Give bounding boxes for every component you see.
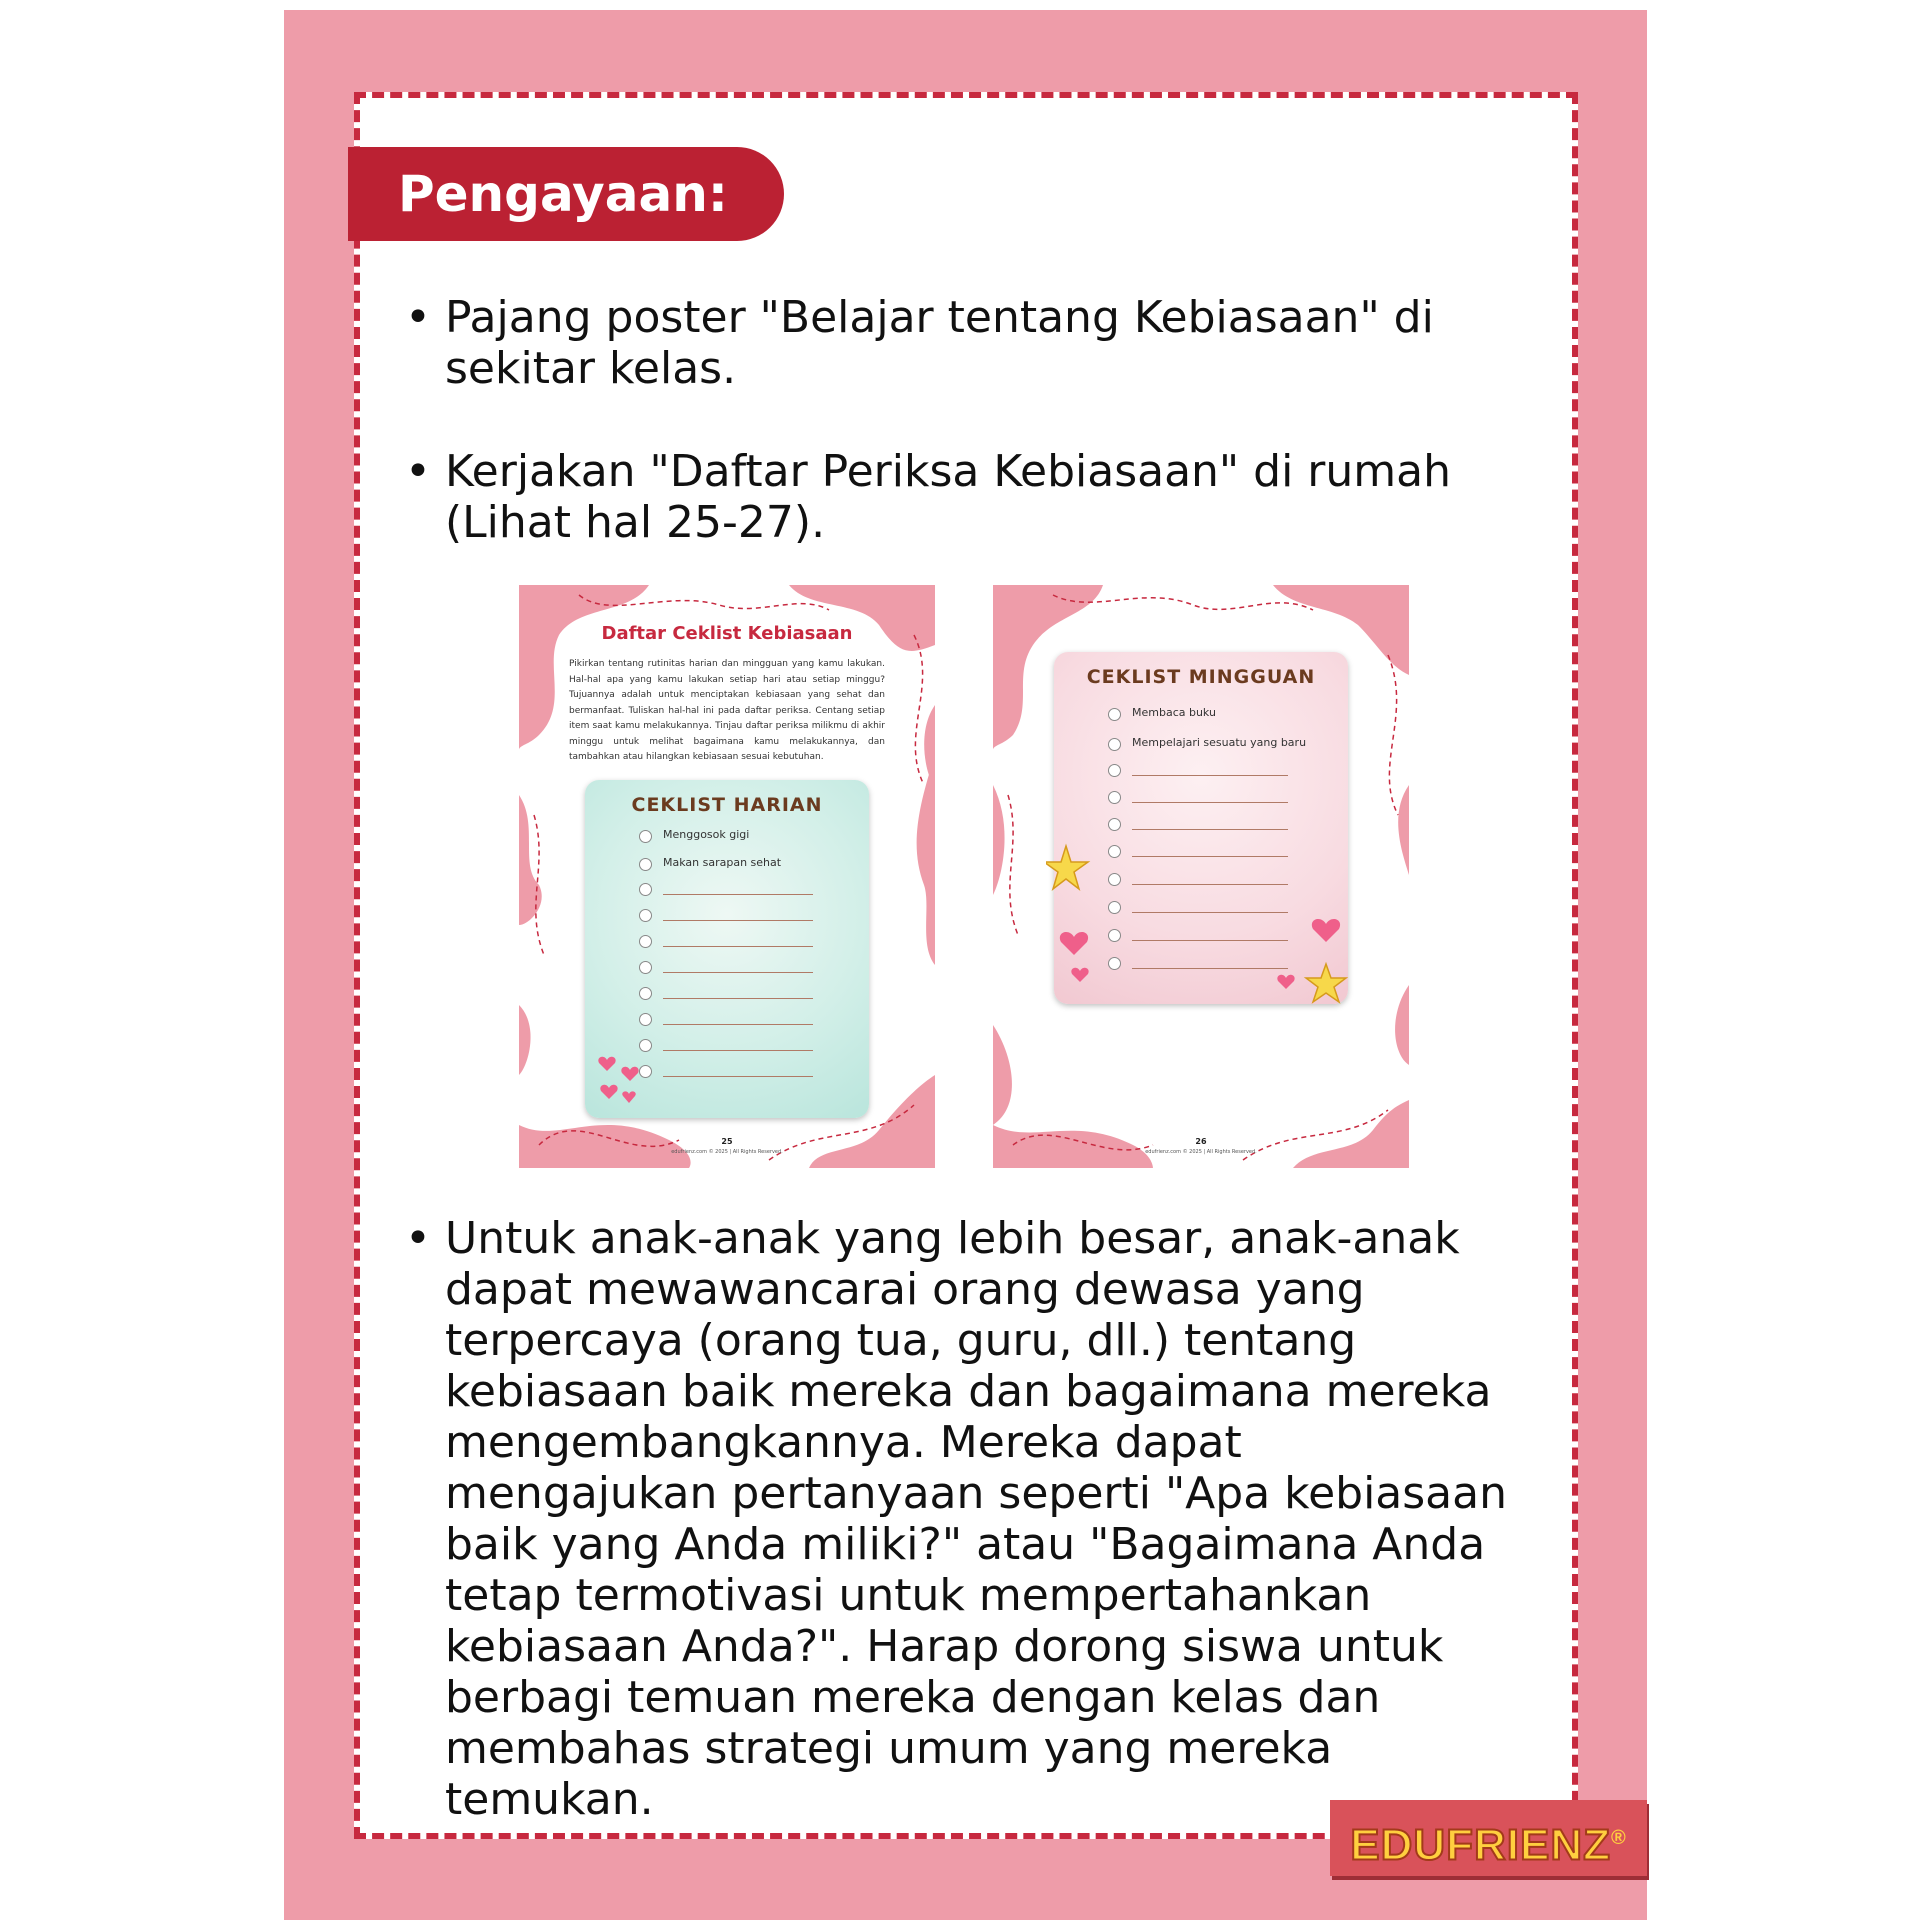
checkbox-circle: [1108, 929, 1121, 942]
blank-line: [1132, 802, 1288, 803]
checklist-row: [1108, 816, 1308, 834]
checkbox-circle: [1108, 845, 1121, 858]
checklist-row: [639, 985, 819, 1003]
checklist-item: Menggosok gigi: [663, 828, 750, 841]
bullet-item-3: [405, 1213, 1535, 1825]
checklist-row: [639, 881, 819, 899]
worksheet-intro: Pikirkan tentang rutinitas harian dan mingguan yang kamu lakukan. Hal-hal apa yang kamu lakukan setiap hari atau setiap minggu? Tujuannya adalah untuk menciptakan kebiasaan yang sehat dan bermanfaat. Tuliskan hal-hal ini pada daftar periksa. Centang setiap item saat kamu melakukannya. Tinjau daftar periksa milikmu di akhir minggu untuk melihat bagaimana kamu melakukannya, dan tambahkan atau hilangkan kebiasaan sesuai kebutuhan.: [569, 659, 885, 762]
worksheet-preview-weekly: [993, 585, 1409, 1168]
blank-line: [1132, 884, 1288, 885]
hearts-decoration: [1054, 927, 1104, 997]
blank-line: [1132, 856, 1288, 857]
blank-line: [1132, 912, 1288, 913]
checklist-row: [639, 1037, 819, 1055]
blank-line: [663, 1076, 813, 1077]
checklist-row: [639, 933, 819, 951]
checkbox-circle: [1108, 818, 1121, 831]
checklist-row: [1108, 843, 1308, 861]
worksheet-title: Daftar Ceklist Kebiasaan: [601, 623, 853, 644]
checkbox-circle: [639, 961, 652, 974]
blank-line: [1132, 775, 1288, 776]
blank-line: [663, 998, 813, 999]
checkbox-circle: [1108, 708, 1121, 721]
checklist-row: [1108, 736, 1308, 754]
registered-mark: ®: [1611, 1827, 1627, 1849]
checklist-row: [1108, 789, 1308, 807]
blank-line: [1132, 940, 1288, 941]
bullet-symbol: •: [405, 292, 431, 343]
checkbox-circle: [639, 987, 652, 1000]
copyright-text: edufrienz.com © 2025 | All Rights Reserved.: [671, 1149, 783, 1155]
logo-text: [1330, 1800, 1647, 1876]
copyright-text: edufrienz.com © 2025 | All Rights Reserved.: [1145, 1149, 1257, 1155]
checkbox-circle: [639, 858, 652, 871]
checklist-row: [639, 856, 819, 874]
checkbox-circle: [639, 1013, 652, 1026]
weekly-checklist-panel: [1054, 652, 1348, 1004]
checkbox-circle: [1108, 738, 1121, 751]
worksheet-preview-daily: [519, 585, 935, 1168]
bullet-text: Kerjakan "Daftar Periksa Kebiasaan" di rumah (Lihat hal 25-27).: [445, 446, 1451, 548]
checkbox-circle: [1108, 957, 1121, 970]
blank-line: [663, 972, 813, 973]
blank-line: [663, 894, 813, 895]
checkbox-circle: [1108, 791, 1121, 804]
checklist-row: [1108, 871, 1308, 889]
checklist-row: [639, 1011, 819, 1029]
panel-title: CEKLIST MINGGUAN: [1086, 666, 1316, 688]
checkbox-circle: [639, 909, 652, 922]
checklist-row: [639, 907, 819, 925]
checklist-row: [639, 959, 819, 977]
page-title: Pengayaan:: [348, 147, 784, 241]
checklist-item: Membaca buku: [1132, 706, 1216, 719]
hearts-and-star-decoration: [1274, 912, 1354, 1012]
panel-title: CEKLIST HARIAN: [631, 794, 823, 816]
star-icon: [1046, 842, 1092, 902]
checkbox-circle: [1108, 901, 1121, 914]
bullet-text: Untuk anak-anak yang lebih besar, anak-anak dapat mewawancarai orang dewasa yang terpercaya (orang tua, guru, dll.) tentang kebiasaan baik mereka dan bagaimana mereka mengembangkannya. Mereka dapat mengajukan pertanyaan seperti "Apa kebiasaan baik yang Anda miliki?" atau "Bagaimana Anda tetap termotivasi untuk mempertahankan kebiasaan Anda?". Harap dorong siswa untuk berbagi temuan mereka dengan kelas dan membahas strategi umum yang mereka temukan.: [445, 1213, 1507, 1825]
checkbox-circle: [1108, 873, 1121, 886]
checklist-item: Makan sarapan sehat: [663, 856, 782, 869]
blank-line: [663, 946, 813, 947]
logo-word: EDUFRIENZ: [1350, 1820, 1612, 1870]
checklist-row: [1108, 762, 1308, 780]
checklist-row: [639, 828, 819, 846]
blank-line: [663, 1050, 813, 1051]
bullet-item-1: [405, 292, 1535, 402]
checklist-item: Mempelajari sesuatu yang baru: [1132, 736, 1307, 749]
checkbox-circle: [639, 830, 652, 843]
blank-line: [1132, 968, 1288, 969]
edufrienz-logo: [1330, 1800, 1647, 1876]
checkbox-circle: [1108, 764, 1121, 777]
blank-line: [663, 1024, 813, 1025]
bullet-symbol: •: [405, 446, 431, 497]
page-number: 26: [1195, 1137, 1207, 1146]
daily-checklist-panel: [585, 780, 869, 1118]
checklist-row: [639, 1063, 819, 1081]
checkbox-circle: [639, 935, 652, 948]
hearts-decoration: [595, 1050, 645, 1110]
bullet-symbol: •: [405, 1213, 431, 1264]
checklist-row: [1108, 706, 1308, 724]
page-number: 25: [721, 1137, 733, 1146]
bullet-item-2: [405, 446, 1535, 556]
checkbox-circle: [639, 883, 652, 896]
bullet-text: Pajang poster "Belajar tentang Kebiasaan" di sekitar kelas.: [445, 292, 1434, 394]
blank-line: [663, 920, 813, 921]
blank-line: [1132, 829, 1288, 830]
